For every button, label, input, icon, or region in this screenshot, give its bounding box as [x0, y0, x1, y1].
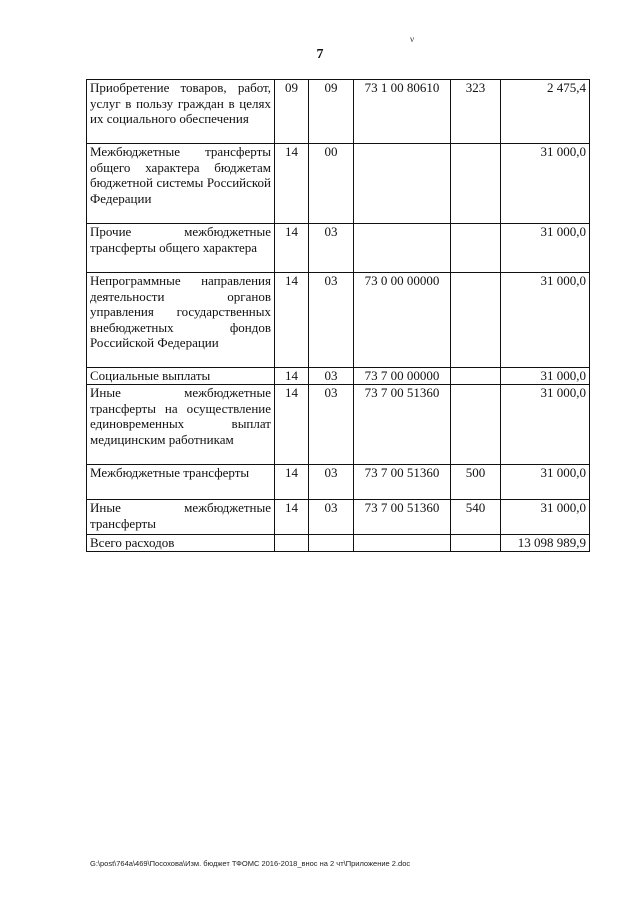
target-article-cell: 73 0 00 00000 [354, 273, 451, 368]
row-name-cell: Межбюджетные трансферты [87, 465, 275, 500]
amount-cell: 31 000,0 [501, 273, 590, 368]
target-article-cell: 73 7 00 51360 [354, 465, 451, 500]
amount-cell: 31 000,0 [501, 465, 590, 500]
section-code-cell: 14 [275, 273, 309, 368]
row-name-cell: Приобретение товаров, работ, услуг в пользу граждан в целях их социального обеспечения [87, 80, 275, 144]
target-article-cell [354, 144, 451, 224]
subsection-code-cell: 09 [309, 80, 354, 144]
table-row [87, 224, 590, 273]
total-label-cell: Всего расходов [87, 535, 275, 552]
table-row [87, 144, 590, 224]
table-body [87, 80, 590, 552]
target-article-cell: 73 7 00 51360 [354, 500, 451, 535]
table-row [87, 80, 590, 144]
expense-type-cell [451, 144, 501, 224]
section-code-cell: 14 [275, 465, 309, 500]
target-article-cell: 73 7 00 00000 [354, 368, 451, 385]
row-name-cell: Прочие межбюджетные трансферты общего характера [87, 224, 275, 273]
table-row [87, 273, 590, 368]
expense-type-cell: 540 [451, 500, 501, 535]
table-row [87, 385, 590, 465]
expense-type-cell [451, 273, 501, 368]
expense-type-cell [451, 224, 501, 273]
expense-type-cell [451, 535, 501, 552]
row-name-cell: Иные межбюджетные трансферты на осуществление единовременных выплат медицинским работникам [87, 385, 275, 465]
file-path-footer: G:\post\764a\469\Посохова\Изм. бюджет ТФОМС 2016-2018_внос на 2 чт\Приложение 2.doc [90, 859, 411, 868]
target-article-cell [354, 224, 451, 273]
subsection-code-cell: 03 [309, 273, 354, 368]
subsection-code-cell: 03 [309, 500, 354, 535]
amount-cell: 31 000,0 [501, 500, 590, 535]
total-amount-cell: 13 098 989,9 [501, 535, 590, 552]
expense-type-cell [451, 368, 501, 385]
section-code-cell: 09 [275, 80, 309, 144]
subsection-code-cell [309, 535, 354, 552]
section-code-cell: 14 [275, 385, 309, 465]
page-number: 7 [316, 47, 324, 62]
subsection-code-cell: 03 [309, 224, 354, 273]
amount-cell: 31 000,0 [501, 368, 590, 385]
section-code-cell: 14 [275, 144, 309, 224]
table-row [87, 500, 590, 535]
expense-type-cell: 500 [451, 465, 501, 500]
target-article-cell: 73 1 00 80610 [354, 80, 451, 144]
expense-type-cell: 323 [451, 80, 501, 144]
row-name-cell: Межбюджетные трансферты общего характера бюджетам бюджетной системы Российской Федерации [87, 144, 275, 224]
subsection-code-cell: 00 [309, 144, 354, 224]
amount-cell: 2 475,4 [501, 80, 590, 144]
target-article-cell: 73 7 00 51360 [354, 385, 451, 465]
subsection-code-cell: 03 [309, 385, 354, 465]
total-row [87, 535, 590, 552]
subsection-code-cell: 03 [309, 465, 354, 500]
amount-cell: 31 000,0 [501, 385, 590, 465]
amount-cell: 31 000,0 [501, 224, 590, 273]
amount-cell: 31 000,0 [501, 144, 590, 224]
row-name-cell: Иные межбюджетные трансферты [87, 500, 275, 535]
row-name-cell: Социальные выплаты [87, 368, 275, 385]
scan-speck: ν [410, 34, 415, 44]
expense-type-cell [451, 385, 501, 465]
section-code-cell [275, 535, 309, 552]
section-code-cell: 14 [275, 500, 309, 535]
subsection-code-cell: 03 [309, 368, 354, 385]
section-code-cell: 14 [275, 224, 309, 273]
row-name-cell: Непрограммные направления деятельности органов управления государственных внебюджетных фондов Российской Федерации [87, 273, 275, 368]
target-article-cell [354, 535, 451, 552]
section-code-cell: 14 [275, 368, 309, 385]
table-row [87, 368, 590, 385]
budget-expenditure-table [86, 79, 590, 552]
table-row [87, 465, 590, 500]
